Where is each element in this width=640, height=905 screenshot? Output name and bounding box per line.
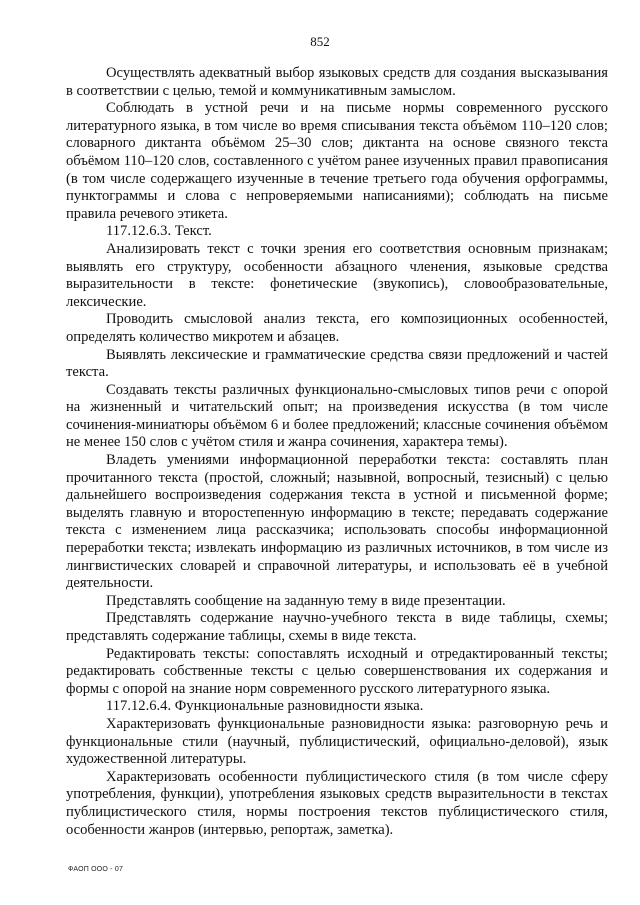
paragraph: Осуществлять адекватный выбор языковых средств для создания высказывания в соответствии с целью, темой и коммуникативным замыслом. — [66, 65, 608, 99]
section-heading: 117.12.6.4. Функциональные разновидности языка. — [106, 698, 424, 715]
paragraph: Проводить смысловой анализ текста, его композиционных особенностей, определять количество микротем и абзацев. — [66, 311, 608, 345]
paragraph: Владеть умениями информационной переработки текста: составлять план прочитанного текста (простой, сложный; назывной, вопросный, тезисный) с целью дальнейшего воспроизведения содержания текста в устной и письменной форме; выделять главную и второстепенную информацию в тексте; передавать содержание текста с изменением лица рассказчика; использовать способы информационной переработки текста; извлекать информацию из различных источников, в том числе из лингвистических словарей и справочной литературы, и использовать её в учебной деятельности. — [66, 452, 608, 592]
page-number: 852 — [310, 34, 330, 49]
paragraph: Редактировать тексты: сопоставлять исходный и отредактированный тексты; редактировать собственные тексты с целью совершенствования их содержания и формы с опорой на знание норм современного русского литературного языка. — [66, 645, 608, 697]
paragraph: Анализировать текст с точки зрения его соответствия основным признакам; выявлять его структуру, особенности абзацного членения, языковые средства выразительности в тексте: фонетические (звукопись), словообразовательные, лексические. — [66, 240, 608, 310]
document-body — [66, 65, 608, 839]
section-heading: 117.12.6.3. Текст. — [106, 223, 212, 240]
footer-code: ФАОП ООО - 07 — [68, 866, 124, 873]
paragraph: Создавать тексты различных функционально-смысловых типов речи с опорой на жизненный и читательский опыт; на произведения искусства (в том числе сочинения-миниатюры объёмом 6 и более предложений; классные сочинения объёмом не менее 150 слов с учётом стиля и жанра сочинения, характера темы). — [66, 381, 608, 451]
paragraph: Соблюдать в устной речи и на письме нормы современного русского литературного языка, в том числе во время списывания текста объёмом 110–120 слов; словарного диктанта объёмом 25–30 слов; диктанта на основе связного текста объёмом 110–120 слов, составленного с учётом ранее изученных правил правописания (в том числе содержащего изученные в течение третьего года обучения орфограммы, пунктограммы и слова с непроверяемыми написаниями); соблюдать на письме правила речевого этикета. — [66, 100, 608, 222]
paragraph: Представлять сообщение на заданную тему в виде презентации. — [106, 592, 506, 609]
paragraph: Характеризовать функциональные разновидности языка: разговорную речь и функциональные стили (научный, публицистический, официально-деловой), язык художественной литературы. — [66, 715, 608, 768]
paragraph: Выявлять лексические и грамматические средства связи предложений и частей текста. — [66, 346, 608, 381]
paragraph: Представлять содержание научно-учебного текста в виде таблицы, схемы; представлять содержание таблицы, схемы в виде текста. — [66, 610, 608, 644]
paragraph: Характеризовать особенности публицистического стиля (в том числе сферу употребления, функции), употребления языковых средств выразительности в текстах публицистического стиля, нормы построения текстов публицистического стиля, особенности жанров (интервью, репортаж, заметка). — [66, 768, 608, 838]
